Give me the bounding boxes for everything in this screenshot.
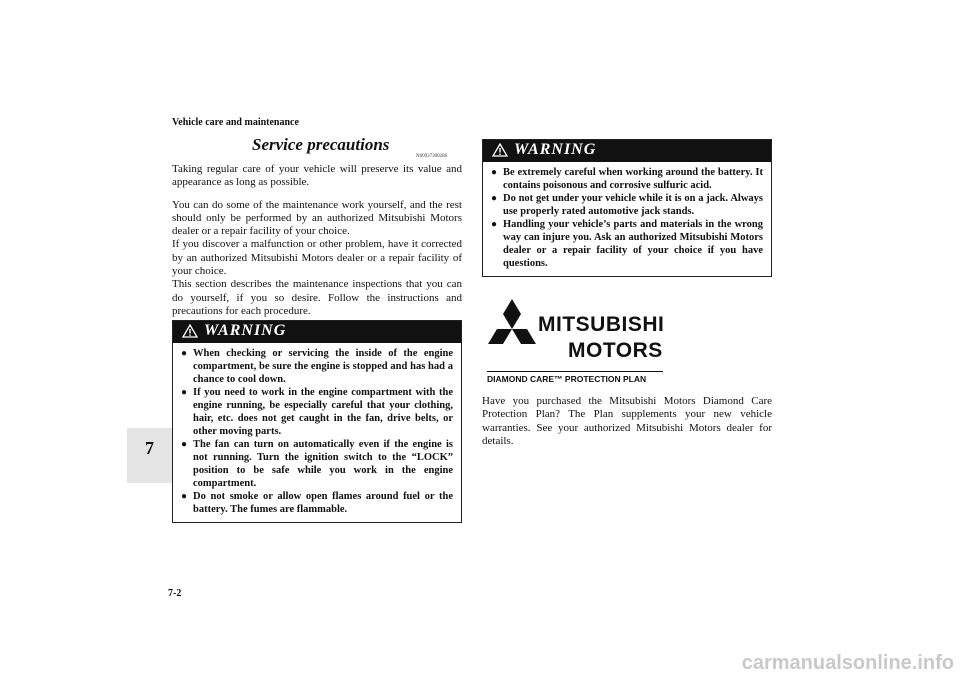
warning-label: WARNING	[204, 322, 287, 339]
paragraph: If you discover a malfunction or other problem, have it corrected by an authorized Mitsubishi Motors dealer or a repair facility of your choice.	[172, 238, 462, 278]
three-diamonds-icon	[486, 297, 538, 357]
protection-plan-text: Have you purchased the Mitsubishi Motors Diamond Care Protection Plan? The Plan supplements your new vehicle warranties. See your authorized Mitsubishi Motors dealer for details.	[482, 395, 772, 447]
page-title: Service precautions	[252, 135, 390, 154]
bullet-icon: ●	[181, 348, 188, 359]
warning-box-battery	[482, 139, 772, 277]
warning-item: ● The fan can turn on automatically even if the engine is not running. Turn the ignition switch to the “LOCK” position to be safe while you work in the engine compartment.	[181, 439, 453, 489]
bullet-icon: ●	[181, 439, 188, 450]
intro-text	[172, 163, 462, 318]
warning-item: ● Be extremely careful when working around the battery. It contains poisonous and corrosive sulfuric acid.	[491, 167, 763, 191]
plan-name: DIAMOND CARE™ PROTECTION PLAN	[487, 371, 663, 384]
bullet-icon: ●	[491, 167, 498, 178]
brand-name-line2: MOTORS	[568, 339, 663, 362]
bullet-icon: ●	[181, 387, 188, 398]
warning-list	[483, 162, 771, 276]
warning-item: ● Do not smoke or allow open flames around fuel or the battery. The fumes are flammable.	[181, 491, 453, 515]
section-code: N00937300286	[416, 154, 448, 159]
section-header: Vehicle care and maintenance	[172, 117, 299, 128]
warning-box-engine	[172, 320, 462, 523]
warning-header	[173, 321, 461, 343]
bullet-icon: ●	[491, 219, 498, 230]
chapter-tab-number: 7	[145, 438, 154, 458]
paragraph: This section describes the maintenance inspections that you can do yourself, if you so desire. Follow the instructions and precautions for each procedure.	[172, 278, 462, 317]
brand-name-line1: MITSUBISHI	[538, 313, 665, 336]
warning-item: ● Do not get under your vehicle while it is on a jack. Always use properly rated automotive jack stands.	[491, 193, 763, 217]
warning-list	[173, 343, 461, 522]
paragraph: Taking regular care of your vehicle will preserve its value and appearance as long as possible.	[172, 163, 462, 189]
page-number: 7-2	[168, 588, 182, 599]
bullet-icon: ●	[491, 193, 498, 204]
warning-item: ● If you need to work in the engine compartment with the engine running, be especially careful that your clothing, hair, etc. does not get caught in the fan, drive belts, or other moving parts.	[181, 387, 453, 437]
warning-triangle-icon	[492, 143, 508, 157]
warning-item: ● Handling your vehicle’s parts and materials in the wrong way can injure you. Ask an authorized Mitsubishi Motors dealer or a repair facility of your choice if you have questions.	[491, 219, 763, 269]
mitsubishi-diamond-care-logo	[486, 297, 666, 387]
warning-header	[483, 140, 771, 162]
warning-label: WARNING	[514, 141, 597, 158]
warning-item: ● When checking or servicing the inside of the engine compartment, be sure the engine is stopped and has had a chance to cool down.	[181, 348, 453, 385]
paragraph: You can do some of the maintenance work yourself, and the rest should only be performed by an authorized Mitsubishi Motors dealer or a repair facility of your choice.	[172, 198, 462, 238]
bullet-icon: ●	[181, 491, 188, 502]
watermark: carmanualsonline.info	[741, 652, 954, 674]
warning-triangle-icon	[182, 324, 198, 338]
